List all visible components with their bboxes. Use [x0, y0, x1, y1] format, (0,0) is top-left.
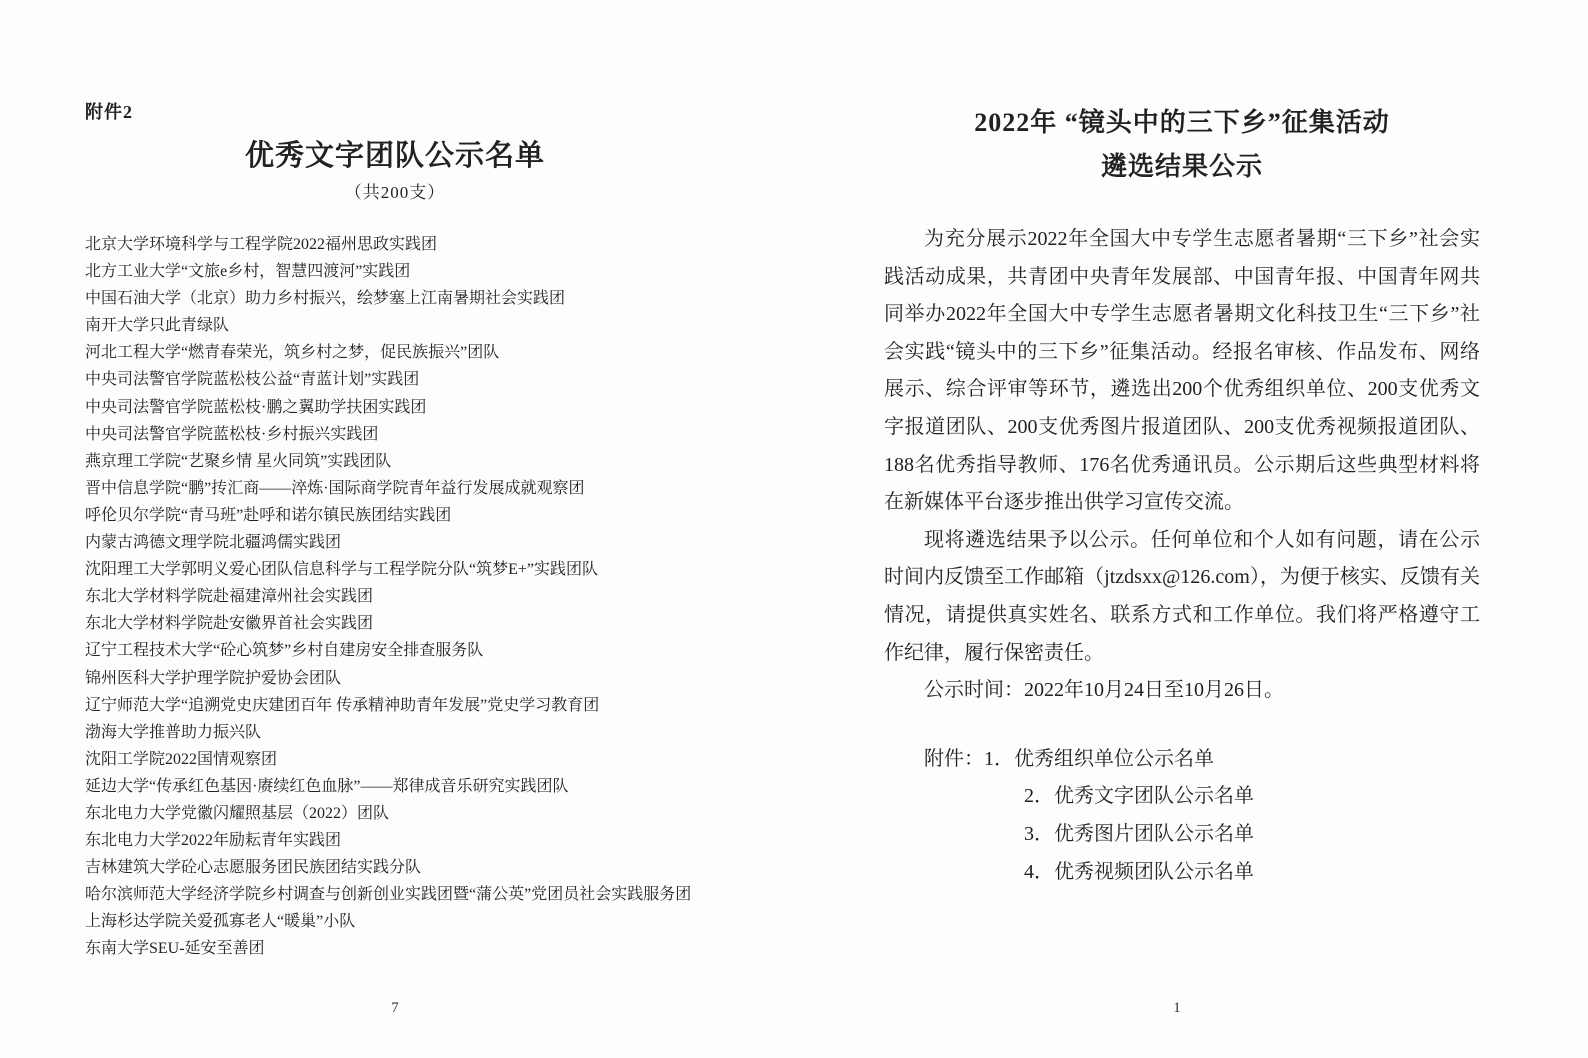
- team-list: [85, 231, 725, 963]
- attachment-entry: 4．优秀视频团队公示名单: [1024, 860, 1254, 883]
- team-list-item: 锦州医科大学护理学院护爱协会团队: [85, 669, 342, 687]
- attachment-entry: 2．优秀文字团队公示名单: [1024, 785, 1254, 808]
- announcement-paragraph: 现将遴选结果予以公示。任何单位和个人如有问题，请在公示时间内反馈至工作邮箱（jtzdsxx@126.com），为便于核实、反馈有关情况，请提供真实姓名、联系方式和工作单位。我们将严格遵守工作纪律，履行保密责任。: [884, 528, 1480, 664]
- team-list-item: 东北大学材料学院赴福建漳州社会实践团: [85, 588, 374, 606]
- team-list-item: 内蒙古鸿德文理学院北疆鸿儒实践团: [85, 534, 342, 552]
- team-list-item: 东北电力大学党徽闪耀照基层（2022）团队: [85, 804, 390, 822]
- team-list-item: 上海杉达学院关爱孤寡老人“暖巢”小队: [85, 913, 356, 931]
- team-list-item: 河北工程大学“燃青春荣光，筑乡村之梦，促民族振兴”团队: [85, 344, 500, 362]
- page-number-left: 7: [391, 1000, 399, 1016]
- right-page-title-line1: 2022年 “镜头中的三下乡”征集活动: [974, 108, 1390, 137]
- attachments-label: 附件：: [924, 747, 984, 770]
- team-list-item: 延边大学“传承红色基因·赓续红色血脉”——郑律成音乐研究实践团队: [85, 777, 569, 795]
- team-list-item: 东北电力大学2022年励耘青年实践团: [85, 832, 342, 850]
- left-page-subtitle: （共200支）: [344, 183, 446, 202]
- announcement-body: [884, 221, 1480, 891]
- team-list-item: 中央司法警官学院蓝松枝·乡村振兴实践团: [85, 425, 379, 443]
- team-list-item: 中央司法警官学院蓝松枝·鹏之翼助学扶困实践团: [85, 398, 427, 416]
- left-page-title: 优秀文字团队公示名单: [244, 140, 545, 172]
- team-list-item: 哈尔滨师范大学经济学院乡村调查与创新创业实践团暨“蒲公英”党团员社会实践服务团: [85, 886, 692, 904]
- attachments-list: [884, 741, 1480, 891]
- team-list-item: 东北大学材料学院赴安徽界首社会实践团: [85, 615, 374, 633]
- team-list-item: 中央司法警官学院蓝松枝公益“青蓝计划”实践团: [85, 371, 420, 389]
- right-page-title: [882, 101, 1482, 189]
- team-list-item: 沈阳工学院2022国情观察团: [85, 750, 278, 768]
- attachment-entry: [884, 741, 1480, 779]
- page-number-right: 1: [1173, 1000, 1181, 1016]
- attachment-number-label: 附件2: [85, 102, 133, 122]
- team-list-item: 晋中信息学院“鹏”抟汇商——淬炼·国际商学院青年益行发展成就观察团: [85, 479, 585, 497]
- right-page-title-line2: 遴选结果公示: [1100, 152, 1263, 181]
- team-list-item: 北京大学环境科学与工程学院2022福州思政实践团: [85, 236, 438, 253]
- team-list-item: 中国石油大学（北京）助力乡村振兴，绘梦塞上江南暑期社会实践团: [85, 290, 566, 308]
- team-list-item: 呼伦贝尔学院“青马班”赴呼和诺尔镇民族团结实践团: [85, 506, 452, 524]
- attachment-entry-text: 1．优秀组织单位公示名单: [984, 747, 1214, 770]
- team-list-item: 辽宁工程技术大学“砼心筑梦”乡村自建房安全排查服务队: [85, 642, 484, 660]
- team-list-item: 燕京理工学院“艺聚乡情 星火同筑”实践团队: [85, 452, 392, 470]
- team-list-item: 北方工业大学“文旅e乡村，智慧四渡河”实践团: [85, 263, 411, 281]
- team-list-item: 沈阳理工大学郭明义爱心团队信息科学与工程学院分队“筑梦E+”实践团队: [85, 561, 599, 579]
- announcement-paragraph: 公示时间：2022年10月24日至10月26日。: [924, 679, 1284, 702]
- team-list-item: 辽宁师范大学“追溯党史庆建团百年 传承精神助青年发展”党史学习教育团: [85, 696, 600, 714]
- attachment-entry: 3．优秀图片团队公示名单: [1024, 822, 1254, 845]
- team-list-item: 东南大学SEU-延安至善团: [85, 940, 265, 958]
- team-list-item: 吉林建筑大学砼心志愿服务团民族团结实践分队: [85, 859, 422, 877]
- announcement-paragraph: 为充分展示2022年全国大中专学生志愿者暑期“三下乡”社会实践活动成果，共青团中央青年发展部、中国青年报、中国青年网共同举办2022年全国大中专学生志愿者暑期文化科技卫生“三下乡”社会实践“镜头中的三下乡”征集活动。经报名审核、作品发布、网络展示、综合评审等环节，遴选出200个优秀组织单位、200支优秀文字报道团队、200支优秀图片报道团队、200支优秀视频报道团队、188名优秀指导教师、176名优秀通讯员。公示期后这些典型材料将在新媒体平台逐步推出供学习宣传交流。: [884, 228, 1480, 514]
- team-list-item: 南开大学只此青绿队: [85, 317, 230, 335]
- team-list-item: 渤海大学推普助力振兴队: [85, 723, 262, 741]
